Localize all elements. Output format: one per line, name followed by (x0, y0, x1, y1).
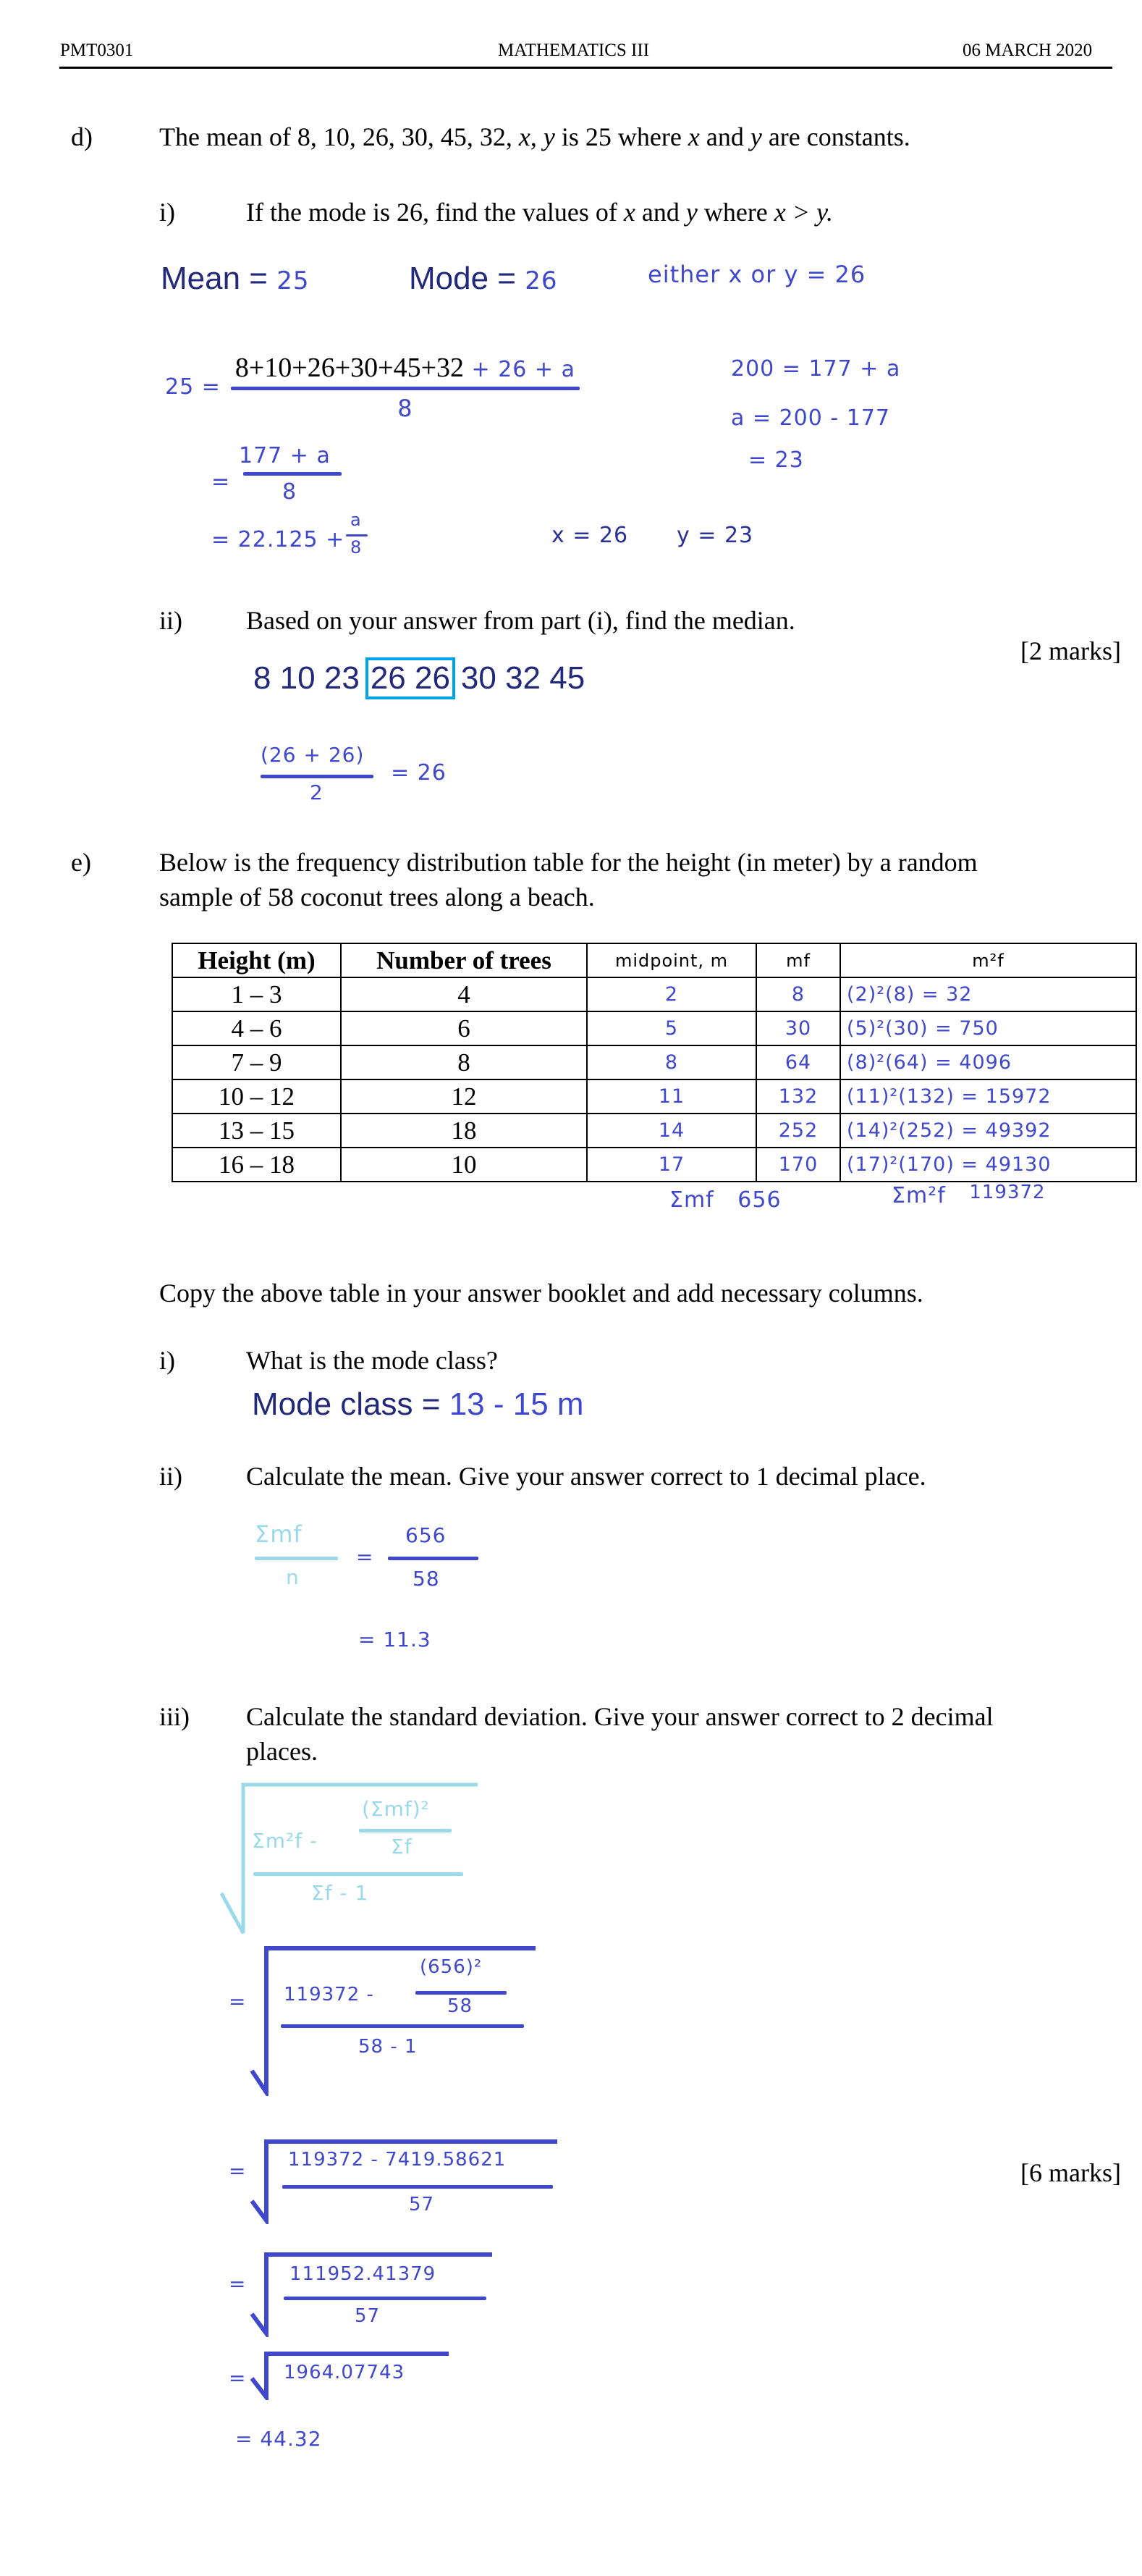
part-label: ii) (159, 1462, 182, 1491)
marks: [6 marks] (1020, 2158, 1121, 2187)
mean-result: = 11.3 (358, 1628, 431, 1651)
cell-midpoint: 17 (587, 1148, 756, 1182)
eq-lhs: 25 = (165, 374, 221, 400)
mode-class-label: Mode class = (252, 1386, 449, 1422)
part-text-line1: Calculate the standard deviation. Give your answer correct to 2 decimal (246, 1702, 994, 1731)
mean-value-numerator: 656 (405, 1523, 447, 1547)
median-result: = 26 (391, 760, 447, 786)
cell-midpoint: 11 (587, 1079, 756, 1114)
mean-formula-denominator: n (286, 1565, 300, 1589)
cell-mf: 252 (756, 1114, 840, 1148)
sd-step1-denominator: 58 - 1 (358, 2036, 418, 2058)
median-denominator: 2 (310, 780, 323, 804)
subject-title: MATHEMATICS III (498, 41, 650, 60)
ordered-middle: 26 26 (365, 657, 455, 699)
sqrt-symbol (246, 1944, 536, 2096)
mean-label: Mean = (161, 261, 277, 296)
cell-trees: 4 (341, 977, 587, 1011)
fraction-bar (415, 1991, 507, 1995)
text: , (530, 122, 543, 151)
step2-denominator: 8 (282, 479, 297, 505)
condition: x > y. (774, 198, 834, 227)
frequency-table (172, 943, 1137, 1182)
fraction-bar (284, 2297, 486, 2300)
ordered-before: 8 10 23 (253, 660, 360, 696)
exam-date: 06 MARCH 2020 (963, 41, 1093, 60)
fraction-bar (243, 472, 342, 476)
sum-mf-value: 656 (737, 1187, 782, 1213)
mean-value: 25 (276, 266, 310, 295)
cell-m2f: (8)²(64) = 4096 (840, 1045, 1136, 1079)
var-x: x (688, 122, 700, 151)
cell-height: 13 – 15 (172, 1114, 341, 1148)
table-row (172, 1148, 1136, 1182)
sum-mf-label: Σmf (669, 1187, 714, 1213)
cell-height: 4 – 6 (172, 1011, 341, 1045)
sd-step2-denominator: 57 (409, 2194, 435, 2215)
text: and (635, 198, 686, 227)
var-y: y (685, 198, 698, 227)
text: If the mode is 26, find the values of (246, 198, 624, 227)
part-label: i) (159, 198, 175, 227)
cell-mf: 170 (756, 1148, 840, 1182)
fraction-bar (261, 775, 373, 778)
col-header-height: Height (m) (172, 943, 341, 977)
sum-mf (669, 1187, 782, 1213)
side-step-1: 200 = 177 + a (731, 356, 901, 382)
eq-numerator-typed: 8+10+26+30+45+32 (234, 353, 465, 383)
cell-mf: 132 (756, 1079, 840, 1114)
table-row (172, 1114, 1136, 1148)
fraction-bar (346, 534, 368, 536)
median-numerator: (26 + 26) (261, 743, 365, 767)
sd-step2-numerator: 119372 - 7419.58621 (288, 2149, 507, 2171)
y-result: y = 23 (677, 523, 754, 548)
question-text-line1: Below is the frequency distribution table for the height (in meter) by a random (159, 848, 978, 877)
sd-result: = 44.32 (235, 2427, 322, 2451)
x-result: x = 26 (551, 523, 629, 548)
copy-instruction: Copy the above table in your answer booklet and add necessary columns. (159, 1279, 923, 1308)
var-x: x (623, 198, 635, 227)
cell-midpoint: 2 (587, 977, 756, 1011)
cell-midpoint: 14 (587, 1114, 756, 1148)
fraction-bar (282, 2185, 553, 2189)
part-text (246, 197, 833, 227)
table-row (172, 1011, 1136, 1045)
mean-answer (161, 261, 309, 297)
ordered-list (253, 657, 585, 699)
marks: [2 marks] (1020, 636, 1121, 665)
part-label: iii) (159, 1702, 190, 1731)
sd-formula-term1: Σm²f - (252, 1829, 318, 1853)
step3-numerator: a (350, 510, 362, 530)
cell-height: 10 – 12 (172, 1079, 341, 1114)
var-x: x (518, 122, 530, 151)
col-header-m2f: m²f (840, 943, 1136, 977)
cell-m2f: (14)²(252) = 49392 (840, 1114, 1136, 1148)
cell-trees: 6 (341, 1011, 587, 1045)
course-code: PMT0301 (60, 41, 134, 60)
fraction-bar (359, 1829, 452, 1832)
cell-height: 7 – 9 (172, 1045, 341, 1079)
cell-trees: 18 (341, 1114, 587, 1148)
step3-denominator: 8 (350, 537, 363, 557)
sum-m2f (892, 1182, 1046, 1208)
table-row (172, 1079, 1136, 1114)
side-step-3: = 23 (748, 447, 804, 473)
side-step-2: a = 200 - 177 (731, 405, 891, 431)
eq-main (165, 352, 580, 422)
table-header-row (172, 943, 1136, 977)
mode-note: either x or y = 26 (648, 261, 866, 288)
step2-eq: = (211, 469, 231, 494)
sd-step1-eq: = (229, 1990, 247, 2013)
col-header-midpoint: midpoint, m (587, 943, 756, 977)
sd-formula-inner-numerator: (Σmf)² (362, 1797, 430, 1821)
sum-m2f-value: 119372 (969, 1182, 1046, 1203)
mode-class-answer (252, 1386, 584, 1423)
part-text: What is the mode class? (246, 1346, 498, 1375)
eq-fraction (231, 352, 580, 422)
sd-step4-radicand: 1964.07743 (284, 2362, 405, 2383)
text: The mean of 8, 10, 26, 30, 45, 32, (159, 122, 519, 151)
col-header-trees: Number of trees (341, 943, 587, 977)
fraction-bar (388, 1557, 478, 1560)
var-y: y (543, 122, 555, 151)
header-rule (59, 67, 1112, 69)
table-row (172, 977, 1136, 1011)
cell-m2f: (17)²(170) = 49130 (840, 1148, 1136, 1182)
question-text-line2: sample of 58 coconut trees along a beach. (159, 883, 595, 912)
cell-mf: 8 (756, 977, 840, 1011)
cell-height: 16 – 18 (172, 1148, 341, 1182)
cell-m2f: (11)²(132) = 15972 (840, 1079, 1136, 1114)
step2-numerator: 177 + a (239, 443, 331, 468)
question-label: e) (71, 848, 91, 877)
question-label: d) (71, 122, 93, 151)
cell-height: 1 – 3 (172, 977, 341, 1011)
eq-numerator-hand: + 26 + a (464, 357, 575, 382)
mode-label: Mode = (409, 261, 525, 296)
cell-trees: 8 (341, 1045, 587, 1079)
cell-mf: 64 (756, 1045, 840, 1079)
text: where (697, 198, 774, 227)
table-row (172, 1045, 1136, 1079)
mode-answer (409, 261, 557, 297)
cell-trees: 12 (341, 1079, 587, 1114)
sd-step1-term1: 119372 - (284, 1984, 374, 2005)
sd-formula-denominator: Σf - 1 (311, 1881, 369, 1905)
sd-step1-inner-denominator: 58 (447, 1995, 473, 2017)
sd-step1-inner-numerator: (656)² (420, 1956, 483, 1978)
eq-denominator: 8 (397, 395, 413, 422)
fraction-bar (253, 1872, 463, 1876)
var-y: y (750, 122, 762, 151)
part-text: Calculate the mean. Give your answer correct to 1 decimal place. (246, 1462, 926, 1491)
sd-step3-eq: = (229, 2272, 247, 2296)
part-text: Based on your answer from part (i), find the median. (246, 606, 795, 635)
cell-midpoint: 8 (587, 1045, 756, 1079)
cell-m2f: (5)²(30) = 750 (840, 1011, 1136, 1045)
mean-formula-numerator: Σmf (255, 1520, 303, 1548)
sd-step4-eq: = (229, 2366, 247, 2390)
fraction-bar (231, 387, 580, 390)
part-label: ii) (159, 606, 182, 635)
mean-value-denominator: 58 (413, 1567, 440, 1591)
question-text (159, 122, 910, 152)
col-header-mf: mf (756, 943, 840, 977)
step3-prefix: = 22.125 + (211, 527, 345, 552)
text: and (699, 122, 750, 151)
cell-trees: 10 (341, 1148, 587, 1182)
cell-m2f: (2)²(8) = 32 (840, 977, 1136, 1011)
ordered-after: 30 32 45 (460, 660, 585, 696)
sd-step2-eq: = (229, 2159, 247, 2183)
part-label: i) (159, 1346, 175, 1375)
mean-eq: = (356, 1545, 374, 1569)
text: is 25 where (554, 122, 688, 151)
text: are constants. (761, 122, 910, 151)
cell-midpoint: 5 (587, 1011, 756, 1045)
eq-numerator (231, 352, 580, 384)
sum-m2f-label: Σm²f (892, 1183, 946, 1208)
cell-mf: 30 (756, 1011, 840, 1045)
part-text-line2: places. (246, 1737, 318, 1766)
fraction-bar (255, 1557, 338, 1560)
mode-class-value: 13 - 15 m (449, 1386, 584, 1422)
sd-formula-inner-denominator: Σf (391, 1835, 413, 1859)
sd-step3-denominator: 57 (355, 2305, 381, 2327)
fraction-bar (281, 2024, 524, 2028)
sd-step3-numerator: 111952.41379 (289, 2263, 436, 2285)
sqrt-symbol-light (217, 1781, 478, 1940)
mode-value: 26 (525, 266, 558, 295)
